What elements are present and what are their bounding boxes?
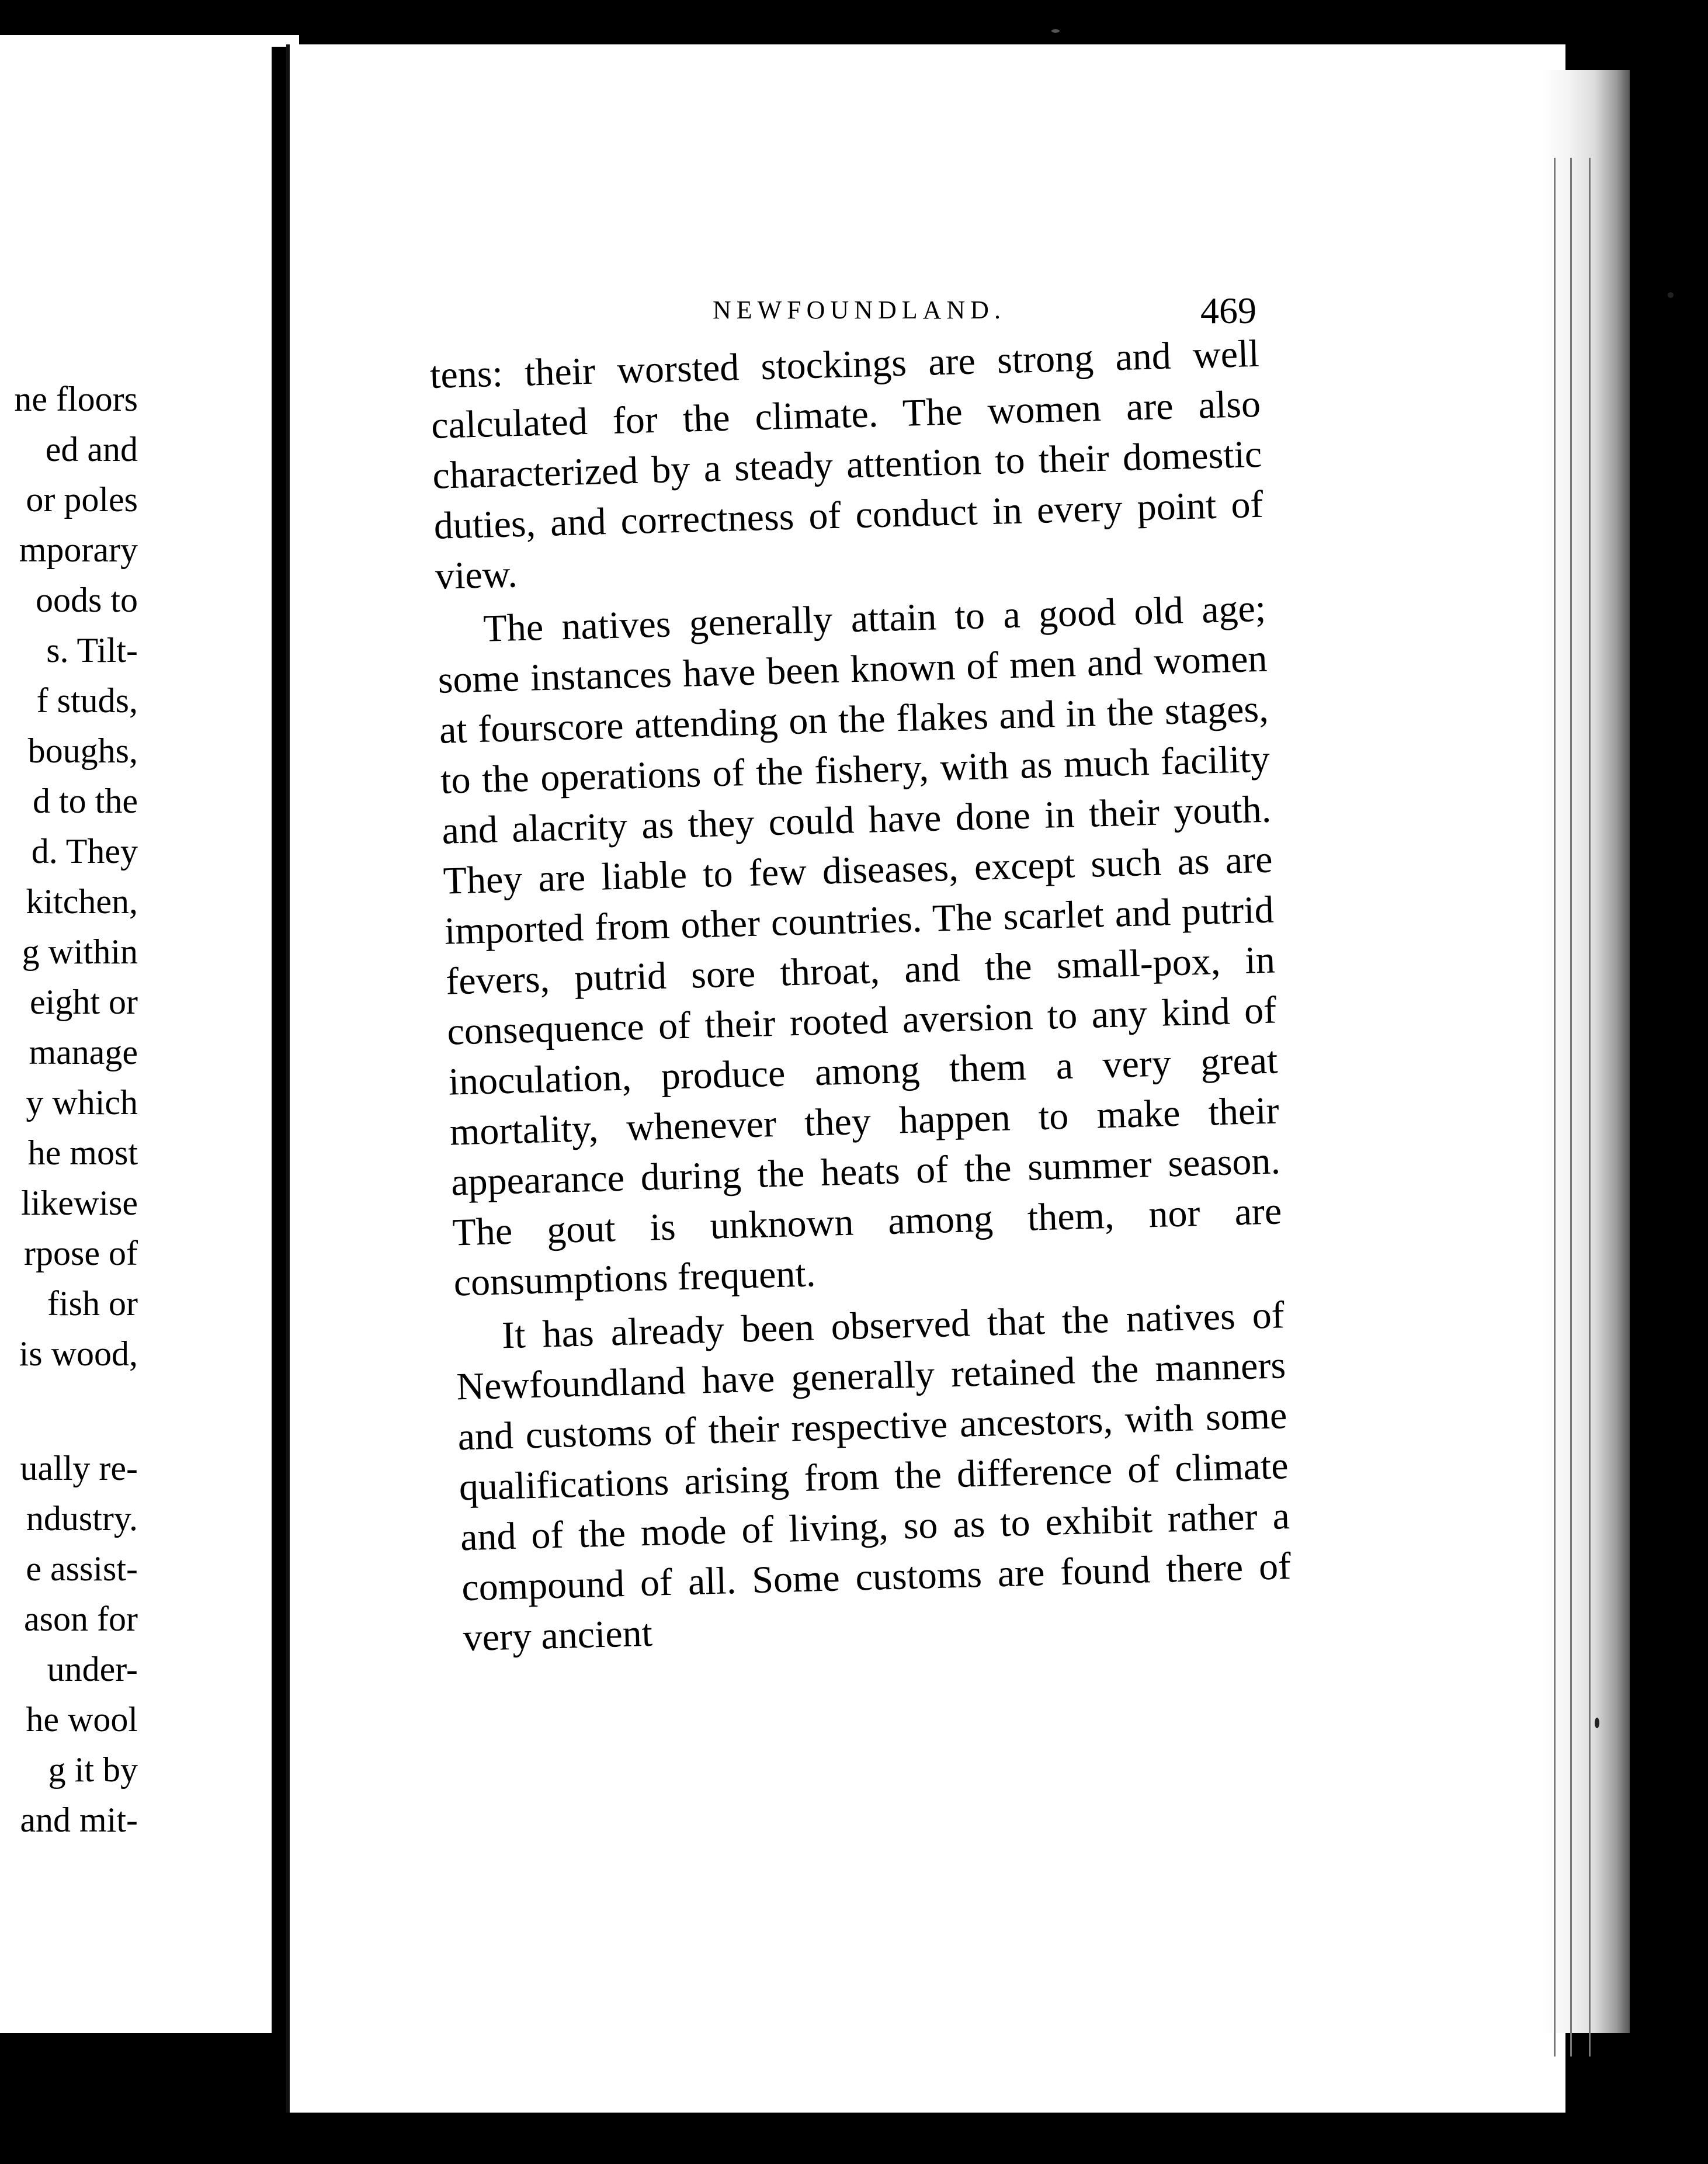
left-page-line: y which xyxy=(26,1083,138,1122)
paragraph-1: tens: their worsted stockings are strong and well calculated for the climate. The women are also characterized by a steady attention to their domestic duties, and correctness of conduct in every point of view. xyxy=(429,332,1264,598)
left-page-line: g it by xyxy=(48,1750,138,1789)
paragraph-3: It has already been observed that the natives of Newfoundland have generally retained the manners and customs of their respective ancestors, with some qualifications arising from the difference of climate and of the mode of living, so as to exhibit rather a compound of all. Some customs are found there of very ancient xyxy=(456,1293,1292,1660)
paragraph-2: The natives generally attain to a good old age; some instances have been known of men and women at fourscore attending on the flakes and in the stages, to the operations of the fishery, with as much facility and alacrity as they could have done in their youth. They are liable to few diseases, except such as are imported from other countries. The scarlet and putrid fevers, putrid sore throat, and the small-pox, in consequence of their rooted aversion to any kind of inoculation, produce among them a very great mortality, whenever they happen to make their appearance during the heats of the summer season. The gout is unknown among them, nor are consumptions frequent. xyxy=(437,587,1283,1305)
left-page-line: ndustry. xyxy=(26,1499,138,1538)
left-page-line: or poles xyxy=(26,480,138,519)
left-page-line: d. They xyxy=(31,832,138,871)
scan-speck xyxy=(1668,292,1674,298)
left-page-gap xyxy=(0,1379,138,1443)
running-head: NEWFOUNDLAND. xyxy=(713,296,1006,324)
left-page-line: mporary xyxy=(19,530,138,569)
left-page-line: likewise xyxy=(21,1184,138,1222)
left-page-line: rpose of xyxy=(24,1234,138,1272)
left-page-line: ne floors xyxy=(14,380,138,418)
scan-speck xyxy=(1595,1718,1599,1728)
left-page-line: d to the xyxy=(33,782,138,820)
page-number: 469 xyxy=(1200,290,1256,331)
left-page-line: manage xyxy=(29,1033,138,1071)
left-page-line: he most xyxy=(27,1133,138,1172)
left-page-line: eight or xyxy=(30,983,138,1021)
left-page-line: ason for xyxy=(24,1600,138,1638)
left-page-line: boughs, xyxy=(27,731,138,770)
left-page-line: s. Tilt- xyxy=(46,631,138,670)
left-page-line: kitchen, xyxy=(26,882,138,921)
page-edges xyxy=(1542,70,1630,2033)
left-page-line: oods to xyxy=(35,581,138,619)
page-edge-line xyxy=(1589,158,1591,2057)
left-page-text xyxy=(0,374,138,1845)
page-edge-line xyxy=(1570,158,1572,2057)
left-page-line: e assist- xyxy=(26,1549,138,1588)
left-page-line: f studs, xyxy=(36,681,138,720)
left-page-line: under- xyxy=(47,1650,138,1688)
scan-speck xyxy=(1051,29,1060,33)
left-page-line: g within xyxy=(22,932,138,971)
left-page-line: ed and xyxy=(45,430,138,469)
left-facing-page xyxy=(0,35,299,2033)
left-page-line: ually re- xyxy=(20,1449,138,1487)
page-edge-line xyxy=(1554,158,1556,2057)
left-page-line: he wool xyxy=(26,1700,138,1739)
left-page-line: and mit- xyxy=(20,1801,138,1839)
left-page-line: is wood, xyxy=(19,1334,138,1373)
body-text xyxy=(429,329,1293,1667)
left-page-line: fish or xyxy=(47,1284,138,1323)
